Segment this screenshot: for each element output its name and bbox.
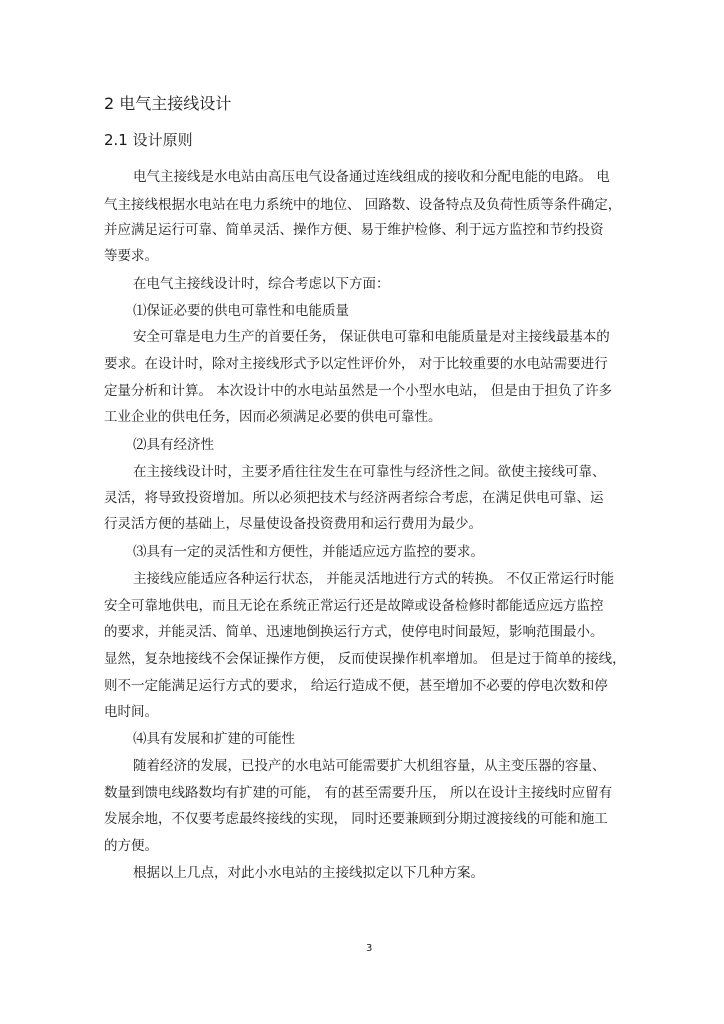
text-line: 的方便。 — [104, 838, 158, 854]
text-line: 行灵活方便的基础上，尽量使设备投资费用和运行费用为最少。 — [104, 516, 482, 532]
page-number: 3 — [366, 943, 373, 954]
text-line: 在主接线设计时，主要矛盾往往发生在可靠性与经济性之间。欲使主接线可靠、 — [133, 464, 606, 480]
text-line: 要求。在设计时，除对主接线形式予以定性评价外， 对于比较重要的水电站需要进行 — [104, 356, 608, 372]
subsection-heading: 2.1 设计原则 — [104, 131, 193, 149]
list-heading: ⑶具有一定的灵活性和方便性，并能适应远方监控的要求。 — [133, 544, 484, 560]
text-line: 根据以上几点，对此小水电站的主接线拟定以下几种方案。 — [133, 865, 484, 881]
list-heading: ⑵具有经济性 — [133, 437, 214, 453]
text-line: 显然，复杂地接线不会保证操作方便， 反而使误操作机率增加。 但是过于简单的接线， — [104, 651, 626, 667]
text-line: 并应满足运行可靠、简单灵活、操作方便、易于维护检修、利于远方监控和节约投资 — [104, 222, 604, 238]
text-line: 发展余地，不仅要考虑最终接线的实现， 同时还要兼顾到分期过渡接线的可能和施工 — [104, 811, 608, 827]
section-heading: 2 电气主接线设计 — [104, 94, 232, 113]
text-line: 随着经济的发展，已投产的水电站可能需要扩大机组容量，从主变压器的容量、 — [133, 758, 606, 774]
text-line: 的要求，并能灵活、简单、迅速地倒换运行方式，使停电时间最短，影响范围最小。 — [104, 624, 604, 640]
list-heading: ⑷具有发展和扩建的可能性 — [133, 731, 295, 747]
text-line: 等要求。 — [104, 248, 158, 264]
text-line: 灵活，将导致投资增加。所以必须把技术与经济两者综合考虑，在满足供电可靠、运 — [104, 490, 604, 506]
text-line: 在电气主接线设计时，综合考虑以下方面： — [133, 276, 390, 292]
text-line: 电时间。 — [104, 704, 158, 720]
list-heading: ⑴保证必要的供电可靠性和电能质量 — [133, 303, 349, 319]
text-line: 气主接线根据水电站在电力系统中的地位、 回路数、设备特点及负荷性质等条件确定， — [104, 197, 622, 213]
text-line: 主接线应能适应各种运行状态， 并能灵活地进行方式的转换。 不仅正常运行时能 — [133, 571, 615, 587]
text-line: 工业企业的供电任务，因而必须满足必要的供电可靠性。 — [104, 409, 442, 425]
text-line: 数量到馈电线路数均有扩建的可能， 有的甚至需要升压， 所以在设计主接线时应留有 — [104, 785, 613, 801]
text-line: 则不一定能满足运行方式的要求， 给运行造成不便，甚至增加不必要的停电次数和停 — [104, 678, 608, 694]
text-line: 安全可靠地供电，而且无论在系统正常运行还是故障或设备检修时都能适应远方监控 — [104, 598, 604, 614]
text-line: 定量分析和计算。 本次设计中的水电站虽然是一个小型水电站， 但是由于担负了许多 — [104, 383, 613, 399]
text-line: 安全可靠是电力生产的首要任务， 保证供电可靠和电能质量是对主接线最基本的 — [133, 329, 610, 345]
text-line: 电气主接线是水电站由高压电气设备通过连线组成的接收和分配电能的电路。 电 — [133, 169, 610, 185]
